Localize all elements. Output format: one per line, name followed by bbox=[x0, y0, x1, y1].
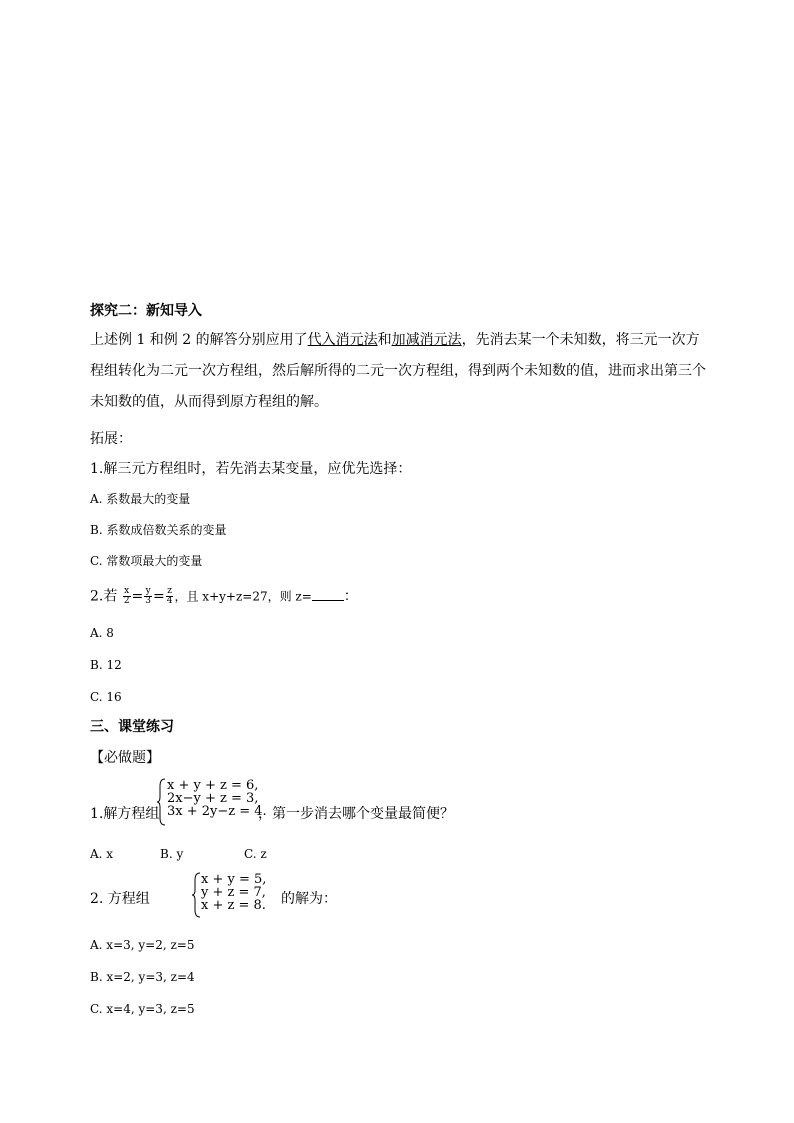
paragraph-text-1: 上述例 1 和例 2 的解答分别应用了 bbox=[90, 332, 308, 348]
system1-eq3: 3x + 2y−z = 4. bbox=[167, 804, 267, 819]
extension-q2-option-c: C. 16 bbox=[90, 690, 122, 704]
q2-condition: ，且 x+y+z=27，则 z= bbox=[174, 589, 312, 604]
equation-system-1 bbox=[167, 779, 267, 818]
equation-system-2 bbox=[201, 873, 266, 912]
system2-eq1: x + y = 5, bbox=[201, 872, 267, 887]
elimination-method: 加减消元法 bbox=[391, 332, 462, 348]
substitution-method: 代入消元法 bbox=[307, 332, 378, 348]
extension-q1-option-c: C. 常数项最大的变量 bbox=[90, 554, 203, 568]
extension-q1-option-a: A. 系数最大的变量 bbox=[90, 492, 191, 506]
extension-question-2: 2.若 $\frac{x}{2}$ = $\frac{y}{3}$ = $\frac{z}{4}$ ，且 x+y+z=27，则 z= ： bbox=[90, 586, 358, 606]
section-title-practice: 三、课堂练习 bbox=[90, 719, 174, 735]
practice-q2-suffix: 的解为： bbox=[281, 891, 337, 907]
practice-q1-option-c: C. z bbox=[244, 847, 267, 861]
fraction-x: $\frac{x}{2}$ bbox=[123, 586, 130, 606]
practice-q2-option-c: C. x=4, y=3, z=5 bbox=[90, 1002, 195, 1016]
paragraph-text-3: ，先消去某一个未知数，将三元一次方程组转化为二元一次方程组，然后解所得的二元一次方程组，得到两个未知数的值，进而求出第三个未知数的值，从而得到原方程组的解。 bbox=[90, 332, 706, 410]
extension-q2-option-b: B. 12 bbox=[90, 658, 122, 672]
must-do-label: 【必做题】 bbox=[90, 750, 160, 766]
answer-blank[interactable] bbox=[312, 588, 344, 601]
practice-q1-prefix: 1.解方程组 bbox=[90, 806, 160, 822]
paragraph-text-2: 和 bbox=[377, 332, 392, 348]
system2-eq3: x + z = 8. bbox=[201, 898, 266, 913]
extension-label: 拓展： bbox=[90, 431, 132, 447]
explore2-paragraph bbox=[90, 325, 710, 418]
system-brace-1 bbox=[157, 778, 167, 826]
practice-q1-option-a: A. x bbox=[90, 847, 114, 861]
system1-eq2: 2x−y + z = 3, bbox=[167, 791, 259, 806]
section-title-explore2: 探究二：新知导入 bbox=[90, 303, 202, 319]
q2-prefix: 2.若 bbox=[90, 588, 118, 605]
practice-q1-suffix: ，第一步消去哪个变量最简便？ bbox=[258, 806, 454, 822]
practice-q1-option-b: B. y bbox=[160, 847, 184, 861]
extension-question-1: 1.解三元方程组时，若先消去某变量，应优先选择： bbox=[90, 461, 412, 477]
system2-eq2: y + z = 7, bbox=[201, 885, 266, 900]
practice-q2-prefix: 2. 方程组 bbox=[90, 891, 150, 907]
fraction-z: $\frac{z}{4}$ bbox=[166, 586, 173, 606]
practice-q2-option-a: A. x=3, y=2, z=5 bbox=[90, 938, 195, 952]
extension-q2-option-a: A. 8 bbox=[90, 626, 114, 640]
practice-q2-option-b: B. x=2, y=3, z=4 bbox=[90, 970, 195, 984]
extension-q1-option-b: B. 系数成倍数关系的变量 bbox=[90, 523, 227, 537]
fraction-y: $\frac{y}{3}$ bbox=[145, 586, 152, 606]
system1-eq1: x + y + z = 6, bbox=[167, 778, 259, 793]
q2-suffix: ： bbox=[343, 588, 358, 605]
